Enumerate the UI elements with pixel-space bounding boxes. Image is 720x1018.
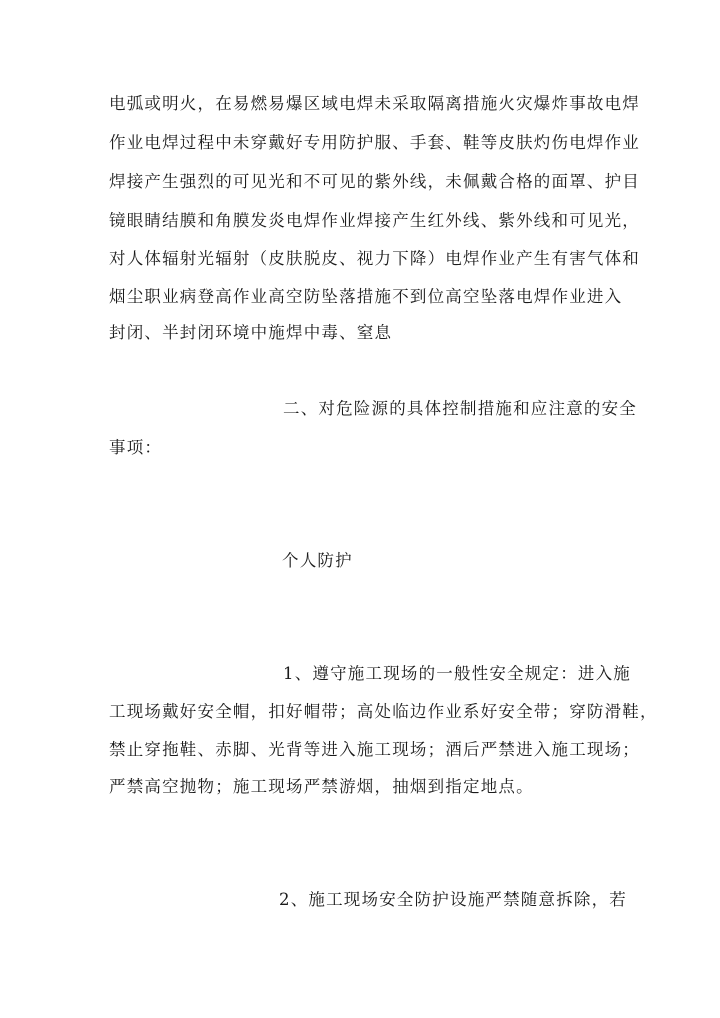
paragraph-line: 对人体辐射光辐射（皮肤脱皮、视力下降）电焊作业产生有害气体和 [109, 249, 640, 268]
list-item-line: 工现场戴好安全帽，扣好帽带；高处临边作业系好安全带；穿防滑鞋， [109, 702, 658, 721]
paragraph-line: 烟尘职业病登高作业高空防坠落措施不到位高空坠落电焊作业进入 [109, 287, 623, 306]
list-item-line: 严禁高空抛物；施工现场严禁游烟，抽烟到指定地点。 [109, 777, 534, 796]
paragraph-line: 焊接产生强烈的可见光和不可见的紫外线，未佩戴合格的面罩、护目 [109, 172, 640, 191]
paragraph-line: 电弧或明火，在易燃易爆区域电焊未采取隔离措施火灾爆炸事故电焊 [109, 94, 640, 113]
list-item-line: 1、遵守施工现场的一般性安全规定：进入施 [283, 664, 631, 683]
list-item-line: 禁止穿拖鞋、赤脚、光背等进入施工现场；酒后严禁进入施工现场； [109, 740, 640, 759]
paragraph-line: 封闭、半封闭环境中施焊中毒、窒息 [109, 323, 393, 342]
paragraph-line: 镜眼睛结膜和角膜发炎电焊作业焊接产生红外线、紫外线和可见光， [109, 211, 640, 230]
paragraph-line: 作业电焊过程中未穿戴好专用防护服、手套、鞋等皮肤灼伤电焊作业 [109, 133, 640, 152]
section-heading-line: 二、对危险源的具体控制措施和应注意的安全 [283, 399, 637, 418]
subheading: 个人防护 [282, 551, 353, 570]
section-heading-line: 事项： [109, 438, 163, 457]
list-item-line: 2、施工现场安全防护设施严禁随意拆除，若 [279, 890, 627, 909]
